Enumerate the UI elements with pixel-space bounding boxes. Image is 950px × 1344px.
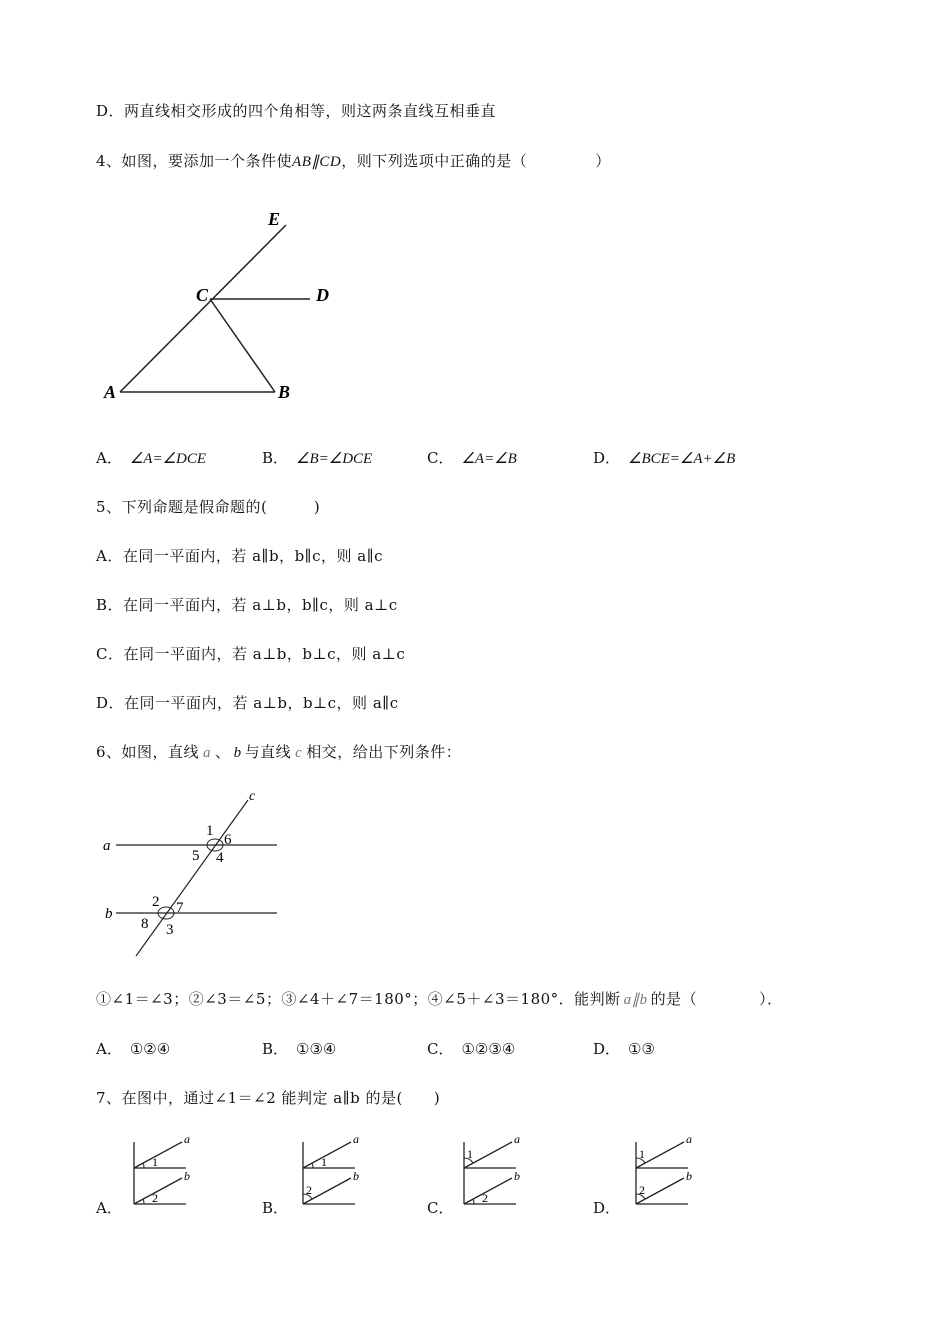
angle-2: 2 (152, 1191, 158, 1205)
label-b: b (353, 1169, 359, 1183)
q4-option-b-text: ∠B=∠DCE (296, 451, 373, 467)
q7-option-a-letter[interactable]: A． (96, 1199, 122, 1217)
q7-option-b-letter[interactable]: B． (262, 1199, 289, 1217)
q3-option-d: D．两直线相交形成的四个角相等，则这两条直线互相垂直 (96, 102, 497, 120)
q7-stem: 7、在图中，通过∠1＝∠2 能判定 a∥b 的是( ) (96, 1089, 441, 1107)
angle-4: 4 (216, 850, 224, 866)
q4-option-b-letter: B． (262, 449, 289, 467)
label-a: a (686, 1132, 692, 1146)
q4-relation: AB∥CD (292, 154, 342, 170)
q6-option-a-text: ①②④ (129, 1040, 171, 1058)
q6-option-b-letter: B． (262, 1040, 289, 1058)
q4-option-d[interactable] (593, 447, 735, 468)
label-a: a (514, 1132, 520, 1146)
q6-tail: 的是（ ）． (650, 990, 783, 1008)
q6-option-d[interactable] (593, 1038, 655, 1059)
angle-5: 5 (192, 848, 200, 864)
q6-option-b[interactable] (262, 1038, 336, 1059)
angle-2: 2 (306, 1183, 312, 1197)
ray-ae (120, 225, 286, 392)
angle-1: 1 (467, 1147, 473, 1161)
q5-option-b[interactable]: B．在同一平面内，若 a⊥b，b∥c，则 a⊥c (96, 596, 398, 614)
segment-cb (210, 299, 275, 392)
label-b: B (278, 382, 291, 402)
q7-figure-a (128, 1128, 200, 1212)
q4-option-b[interactable] (262, 447, 372, 468)
q6-stem-b: 与直线 (244, 743, 292, 761)
label-e: E (268, 209, 281, 229)
angle-1: 1 (321, 1155, 327, 1169)
q6-var-c: c (295, 745, 303, 761)
q5-stem: 5、下列命题是假命题的( ) (96, 498, 321, 516)
q4-option-d-text: ∠BCE=∠A+∠B (628, 451, 736, 467)
q6-conditions (96, 988, 783, 1009)
label-a: a (103, 838, 111, 854)
label-b: b (184, 1169, 190, 1183)
q4-stem-a: 4、如图，要添加一个条件使 (96, 152, 293, 170)
q7-option-c-letter[interactable]: C． (427, 1199, 454, 1217)
angle-1: 1 (639, 1147, 645, 1161)
q6-judge: a∥b (623, 992, 648, 1008)
q4-figure (100, 205, 340, 405)
angle-1: 1 (152, 1155, 158, 1169)
angle-2: 2 (639, 1183, 645, 1197)
q4-stem-b: ，则下列选项中正确的是（ (341, 152, 528, 170)
label-a: a (353, 1132, 359, 1146)
q6-option-a[interactable] (96, 1038, 170, 1059)
label-b: b (686, 1169, 692, 1183)
q6-option-d-text: ①③ (628, 1040, 655, 1058)
q4-option-a-text: ∠A=∠DCE (129, 451, 207, 467)
q4-option-c-letter: C． (427, 449, 454, 467)
q4-option-a-letter: A． (96, 449, 122, 467)
label-c: C (196, 285, 209, 305)
q4-option-c-text: ∠A=∠B (461, 451, 517, 467)
angle-3: 3 (166, 922, 174, 938)
q6-figure (100, 788, 290, 968)
q4-stem (96, 150, 611, 171)
label-b: b (105, 906, 113, 922)
angle-6: 6 (224, 832, 232, 848)
q4-option-c[interactable] (427, 447, 517, 468)
q6-option-c[interactable] (427, 1038, 515, 1059)
q7-option-d-letter[interactable]: D． (593, 1199, 621, 1217)
angle-2: 2 (482, 1191, 488, 1205)
q6-option-c-letter: C． (427, 1040, 454, 1058)
q6-option-a-letter: A． (96, 1040, 122, 1058)
label-c: c (249, 789, 256, 804)
angle-1: 1 (206, 823, 214, 839)
q6-option-b-text: ①③④ (296, 1040, 337, 1058)
label-a: a (184, 1132, 190, 1146)
q6-var-a: a (203, 745, 212, 761)
q6-conditions-text: ①∠1＝∠3；②∠3＝∠5；③∠4＋∠7＝180°；④∠5＋∠3＝180°．能判断 (96, 990, 621, 1008)
q6-option-c-text: ①②③④ (461, 1040, 516, 1058)
q7-figure-b (297, 1128, 369, 1212)
q6-stem-a: 6、如图，直线 (96, 743, 200, 761)
line-c (136, 800, 248, 956)
q5-option-a[interactable]: A．在同一平面内，若 a∥b，b∥c，则 a∥c (96, 547, 384, 565)
angle-2: 2 (152, 894, 160, 910)
q4-option-d-letter: D． (593, 449, 621, 467)
q7-figure-c (458, 1128, 530, 1212)
q6-option-d-letter: D． (593, 1040, 621, 1058)
angle-8: 8 (141, 916, 149, 932)
label-a: A (104, 382, 117, 402)
q4-option-a[interactable] (96, 447, 206, 468)
q4-stem-c: ） (595, 152, 611, 170)
label-b: b (514, 1169, 520, 1183)
q7-figure-d (630, 1128, 702, 1212)
q6-sep: 、 (215, 743, 231, 761)
q6-var-b: b (233, 745, 242, 761)
q6-stem (96, 741, 461, 762)
q5-option-c[interactable]: C．在同一平面内，若 a⊥b，b⊥c，则 a⊥c (96, 645, 406, 663)
label-d: D (316, 285, 329, 305)
q5-option-d[interactable]: D．在同一平面内，若 a⊥b，b⊥c，则 a∥c (96, 694, 399, 712)
q6-stem-c: 相交，给出下列条件： (306, 743, 462, 761)
angle-7: 7 (176, 900, 184, 916)
